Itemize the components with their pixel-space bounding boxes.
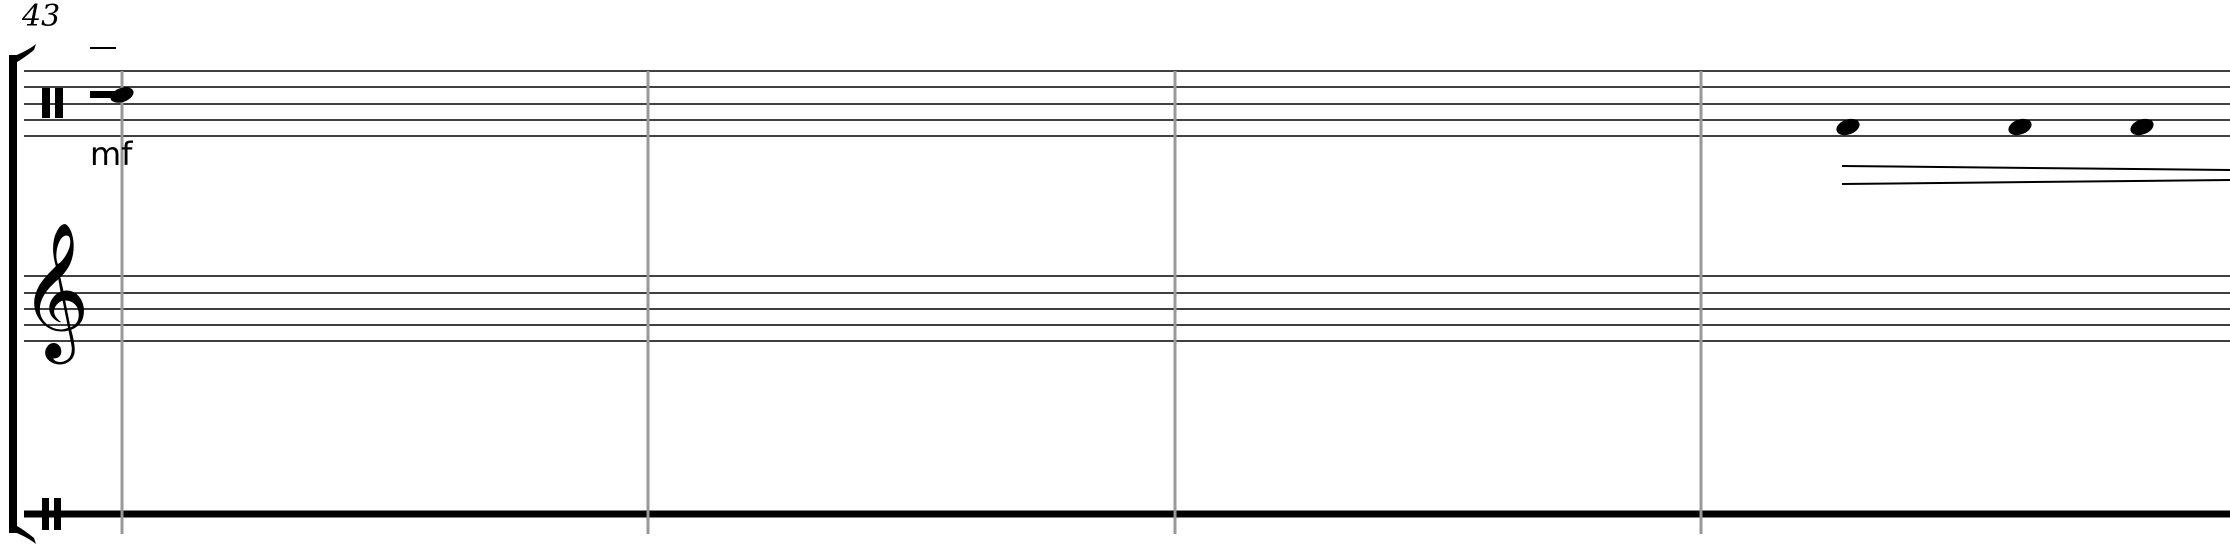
staff-2-lines bbox=[24, 276, 2230, 341]
note-head bbox=[2128, 116, 2156, 138]
barlines bbox=[122, 71, 1701, 534]
hairpin bbox=[1842, 166, 2230, 184]
staff-1-lines bbox=[24, 71, 2230, 136]
percussion-clef-icon bbox=[42, 88, 63, 118]
note-head bbox=[1834, 116, 1862, 138]
note-heads-group bbox=[1834, 116, 2156, 138]
note-head bbox=[2006, 116, 2034, 138]
measure-number: 43 bbox=[22, 0, 61, 34]
treble-clef-icon: 𝄞 bbox=[20, 220, 90, 358]
dynamic-marking: mf bbox=[90, 135, 133, 173]
